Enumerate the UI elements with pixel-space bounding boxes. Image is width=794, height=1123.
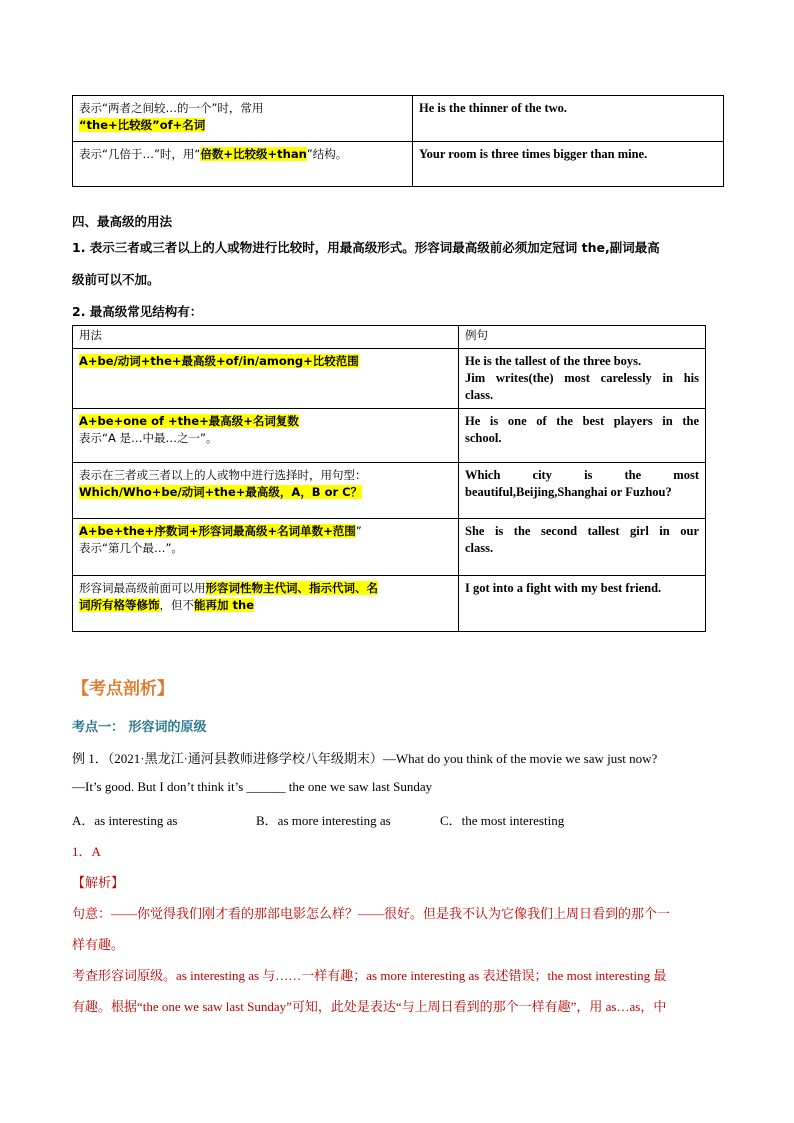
table-row (73, 409, 706, 463)
usage-highlight: A+be+one of +the+最高级+名词复数 (79, 414, 299, 428)
example-line: class. (465, 541, 494, 555)
example-line: He is one of the best players in the (465, 414, 699, 428)
table-row (73, 96, 724, 142)
table-row (73, 576, 706, 632)
option-c: C．the most interesting (440, 813, 565, 828)
usage-text: 表示“第几个最…”。 (79, 541, 183, 555)
superlative-table (72, 325, 706, 632)
usage-highlight: “the+比较级”of+名词 (79, 118, 206, 132)
table-row (73, 463, 706, 519)
section-heading: 四、最高级的用法 (72, 214, 173, 229)
answer-line: 1．A (72, 844, 101, 859)
example-line: class. (465, 388, 494, 402)
paragraph-line: 级前可以不加。 (72, 272, 160, 287)
header-label: 例句 (465, 328, 488, 342)
usage-highlight: Which/Who+be/动词+the+最高级，A，B or C？ (79, 485, 363, 499)
example-cell (413, 96, 724, 142)
example-cell (459, 463, 706, 519)
usage-text: ” (355, 524, 362, 538)
usage-cell (73, 96, 413, 142)
paragraph-line: 1. 表示三者或三者以上的人或物进行比较时，用最高级形式。形容词最高级前必须加定冠词 the,副词最高 (72, 240, 660, 255)
table-row (73, 349, 706, 409)
example-cell (459, 576, 706, 632)
example-line: Which city is the most (465, 468, 699, 482)
table-row (73, 142, 724, 187)
usage-text: 表示“两者之间较…的一个”时，常用 (79, 101, 264, 115)
usage-cell (73, 142, 413, 187)
explanation-line: 有趣。根据“the one we saw last Sunday”可知，此处是表达“与上周日看到的那个一样有趣”，用 as…as，中 (72, 999, 667, 1014)
explanation-line: 考查形容词原级。as interesting as 与……一样有趣；as more interesting as 表述错误；the most interesting 最 (72, 968, 667, 983)
example-cell (413, 142, 724, 187)
option-a: A．as interesting as (72, 813, 178, 828)
example-line: He is the tallest of the three boys. (465, 354, 642, 368)
usage-text: 表示在三者或三者以上的人或物中进行选择时，用句型： (79, 468, 367, 482)
usage-text: 形容词最高级前面可以用 (79, 581, 206, 595)
explanation-line: 句意：——你觉得我们刚才看的那部电影怎么样？——很好。但是我不认为它像我们上周日看到的那个一 (72, 906, 671, 921)
example-text: Your room is three times bigger than mine. (419, 147, 648, 161)
usage-cell (73, 349, 459, 409)
example-line: Jim writes(the) most carelessly in his (465, 371, 699, 385)
example-cell (459, 519, 706, 576)
point-heading: 考点一： 形容词的原级 (72, 720, 207, 735)
usage-cell (73, 409, 459, 463)
example-line: beautiful,Beijing,Shanghai or Fuzhou? (465, 485, 672, 499)
usage-highlight: 形容词性物主代词、指示代词、名 (205, 581, 378, 595)
header-label: 用法 (79, 328, 102, 342)
example-line: She is the second tallest girl in our (465, 524, 699, 538)
options-row (72, 810, 724, 828)
usage-highlight: 能再加 the (194, 598, 254, 612)
usage-text: ，但不 (159, 598, 194, 612)
table-row (73, 519, 706, 576)
analysis-title: 【考点剖析】 (72, 679, 174, 699)
usage-text: ”结构。 (306, 147, 348, 161)
example-text: He is the thinner of the two. (419, 101, 568, 115)
usage-highlight: 倍数+比较级+than (200, 147, 307, 161)
analysis-label: 【解析】 (72, 875, 125, 890)
usage-cell (73, 519, 459, 576)
header-usage (73, 326, 459, 349)
question-line: —It’s good. But I don’t think it’s ______ the one we saw last Sunday (72, 779, 433, 794)
usage-cell (73, 463, 459, 519)
usage-highlight: A+be/动词+the+最高级+of/in/among+比较范围 (79, 354, 359, 368)
usage-text: 表示“几倍于…”时，用“ (79, 147, 201, 161)
option-b: B．as more interesting as (256, 813, 391, 828)
example-cell (459, 409, 706, 463)
usage-highlight: 词所有格等修饰 (79, 598, 160, 612)
example-line: school. (465, 431, 502, 445)
example-cell (459, 349, 706, 409)
example-line: I got into a fight with my best friend. (465, 581, 662, 595)
usage-text: 表示“A 是…中最…之一”。 (79, 431, 218, 445)
usage-highlight: A+be+the+序数词+形容词最高级+名词单数+范围 (79, 524, 356, 538)
explanation-line: 样有趣。 (72, 937, 125, 952)
table-header-row (73, 326, 706, 349)
paragraph-line: 2. 最高级常见结构有： (72, 304, 203, 319)
question-line: 例 1．（2021·黑龙江·通河县教师进修学校八年级期末）—What do you think of the movie we saw just now? (72, 751, 658, 766)
comparative-table (72, 95, 724, 187)
usage-cell (73, 576, 459, 632)
header-example (459, 326, 706, 349)
